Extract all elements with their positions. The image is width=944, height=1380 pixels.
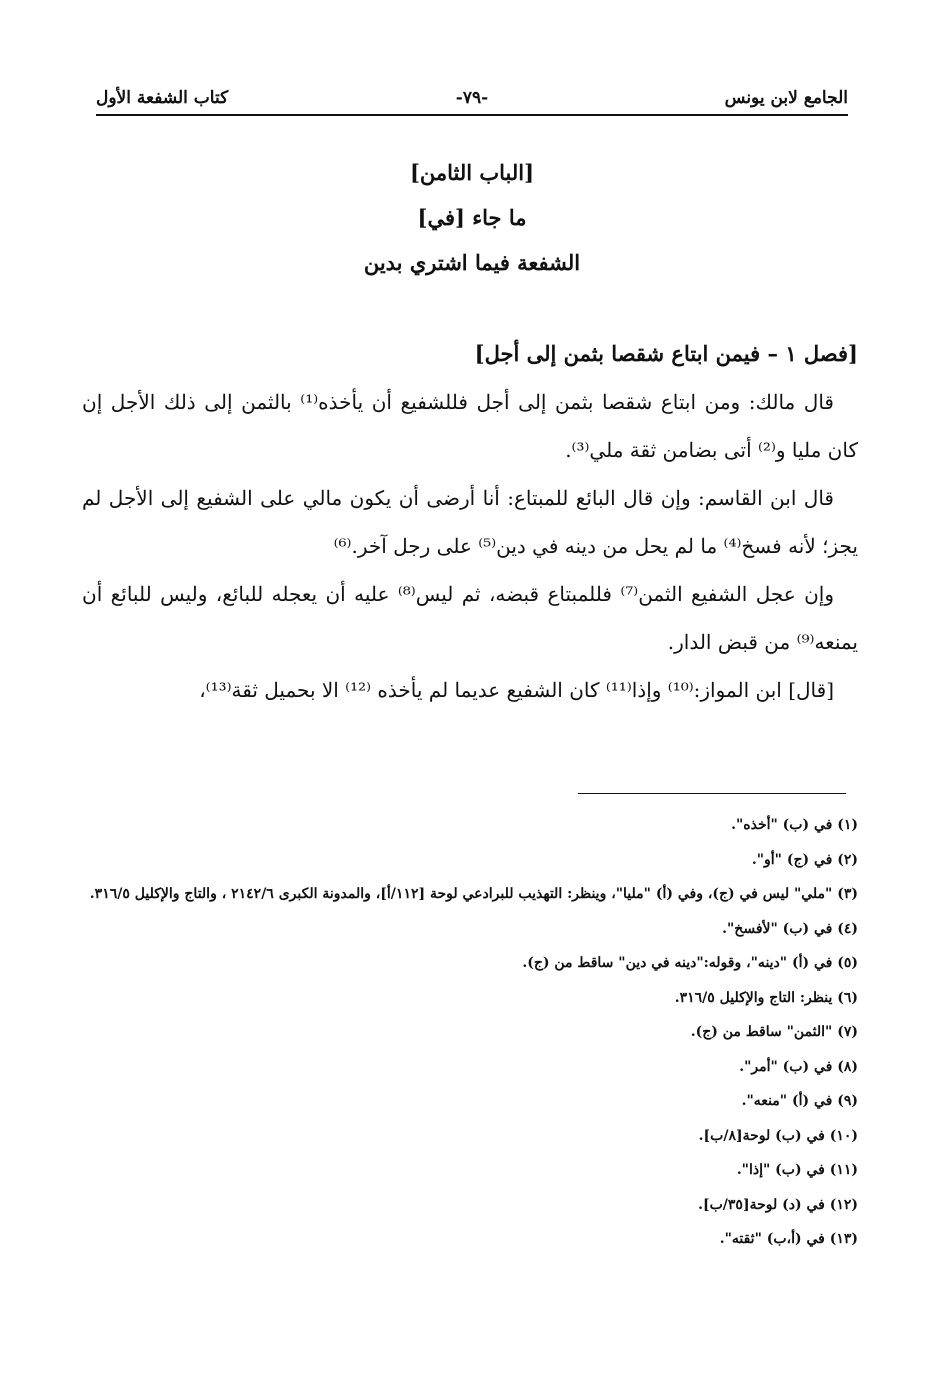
footnote: (٣) "ملي" ليس في (ج)، وفي (أ) "مليا"، وينظر: التهذيب للبرادعي لوحة [١١٢/أ]، والمدونة الكبرى ٢١٤٢/٦ ، والتاج والإكليل ٣١٦/٥.	[89, 886, 858, 902]
header-book-title: الجامع لابن يونس	[724, 88, 848, 108]
footnote: (٩) في (أ) "منعه".	[741, 1093, 858, 1109]
main-text	[82, 330, 858, 714]
paragraph: [قال] ابن المواز:⁽¹⁰⁾ وإذا⁽¹¹⁾ كان الشفيع عديما لم يأخذه ⁽¹²⁾ الا بحميل ثقة⁽¹³⁾،	[199, 678, 834, 702]
footnote: (٥) في (أ) "دينه"، وقوله:"دينه في دين" ساقط من (ج).	[522, 955, 858, 971]
paragraph: وإن عجل الشفيع الثمن⁽⁷⁾ فللمبتاع قبضه، ثم ليس⁽⁸⁾ عليه أن يعجله للبائع، وليس للبائع أن يمنعه⁽⁹⁾ من قبض الدار.	[82, 582, 858, 654]
chapter-subheading-2: الشفعة فيما اشتري بدين	[363, 250, 581, 275]
paragraph: قال مالك: ومن ابتاع شقصا بثمن إلى أجل فللشفيع أن يأخذه⁽¹⁾ بالثمن إلى ذلك الأجل إن كان مليا و⁽²⁾ أتى بضامن ثقة ملي⁽³⁾.	[82, 390, 858, 462]
footnote: (٧) "الثمن" ساقط من (ج).	[690, 1024, 858, 1040]
footnote: (٦) ينظر: التاج والإكليل ٣١٦/٥.	[674, 989, 858, 1006]
header-chapter-title: كتاب الشفعة الأول	[96, 88, 229, 108]
footnote: (١) في (ب) "أخذه".	[731, 817, 858, 833]
section-title: [فصل ١ – فيمن ابتاع شقصا بثمن إلى أجل]	[474, 341, 858, 366]
footnote: (٨) في (ب) "أمر".	[739, 1058, 858, 1075]
footnote: (٢) في (ج) "أو".	[751, 851, 858, 868]
chapter-headings	[96, 150, 848, 285]
page-number: -٧٩-	[455, 88, 489, 108]
footnote: (١١) في (ب) "إذا".	[736, 1162, 858, 1178]
footnote: (١٢) في (د) لوحة[٣٥/ب].	[698, 1196, 858, 1213]
paragraph: قال ابن القاسم: وإن قال البائع للمبتاع: أنا أرضى أن يكون مالي على الشفيع إلى الأجل لم يجز؛ لأنه فسخ⁽⁴⁾ ما لم يحل من دينه في دين⁽⁵⁾ على رجل آخر.⁽⁶⁾	[82, 486, 858, 558]
footnote-divider	[578, 793, 846, 794]
chapter-heading: [الباب الثامن]	[409, 160, 535, 185]
running-header	[96, 88, 848, 116]
footnote: (١٠) في (ب) لوحة[٨/ب].	[698, 1127, 858, 1144]
footnote: (٤) في (ب) "لأفسخ".	[722, 920, 858, 937]
footnote: (١٣) في (أ،ب) "ثقته".	[719, 1231, 858, 1247]
chapter-subheading: ما جاء [في]	[417, 205, 527, 230]
footnotes	[82, 808, 858, 1257]
